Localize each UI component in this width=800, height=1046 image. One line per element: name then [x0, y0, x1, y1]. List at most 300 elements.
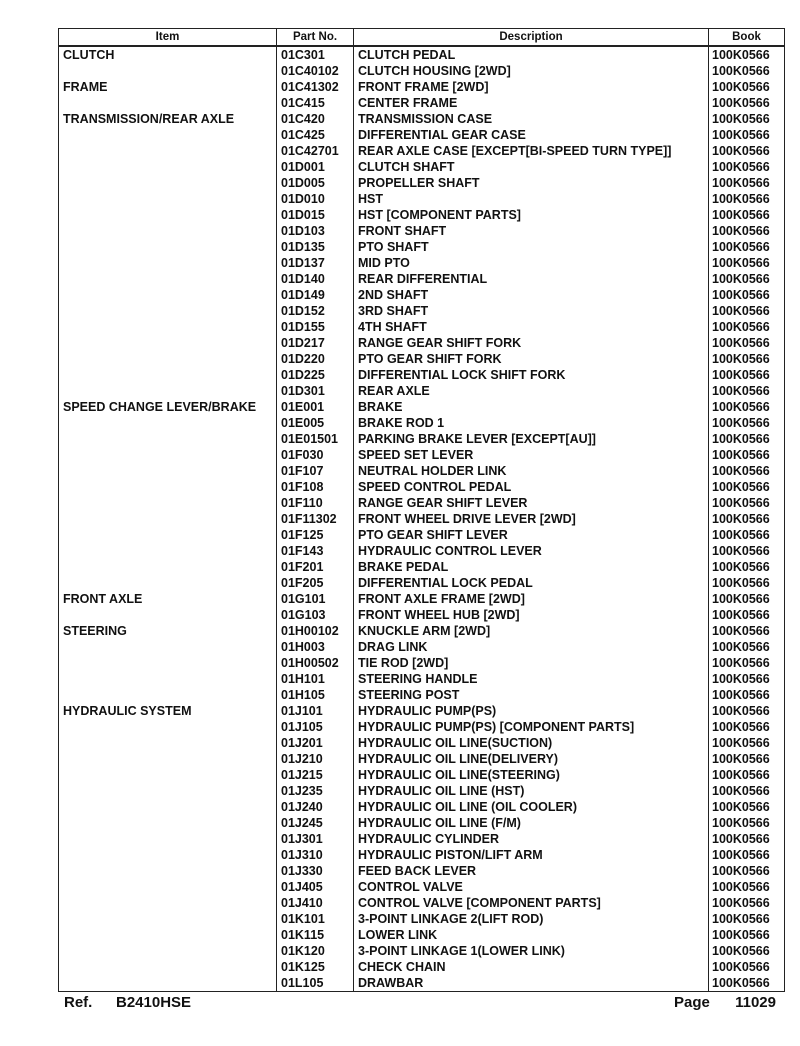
book-cell: 100K0566 — [709, 223, 785, 239]
book-cell: 100K0566 — [709, 175, 785, 191]
item-cell — [59, 319, 277, 335]
book-cell: 100K0566 — [709, 159, 785, 175]
book-cell: 100K0566 — [709, 495, 785, 511]
table-row — [59, 127, 785, 143]
part-no-cell: 01J215 — [277, 767, 354, 783]
part-no-cell: 01E005 — [277, 415, 354, 431]
part-no-cell: 01E01501 — [277, 431, 354, 447]
table-row — [59, 95, 785, 111]
table-row — [59, 655, 785, 671]
item-cell — [59, 447, 277, 463]
item-cell — [59, 799, 277, 815]
description-cell: 3RD SHAFT — [354, 303, 709, 319]
description-cell: MID PTO — [354, 255, 709, 271]
book-cell: 100K0566 — [709, 463, 785, 479]
table-row — [59, 303, 785, 319]
description-cell: CHECK CHAIN — [354, 959, 709, 975]
description-cell: KNUCKLE ARM [2WD] — [354, 623, 709, 639]
table-row — [59, 575, 785, 591]
book-cell: 100K0566 — [709, 319, 785, 335]
item-cell — [59, 783, 277, 799]
table-row — [59, 863, 785, 879]
item-cell — [59, 959, 277, 975]
table-row — [59, 671, 785, 687]
description-cell: HYDRAULIC CYLINDER — [354, 831, 709, 847]
part-no-cell: 01C40102 — [277, 63, 354, 79]
table-row — [59, 911, 785, 927]
book-cell: 100K0566 — [709, 703, 785, 719]
part-no-cell: 01D220 — [277, 351, 354, 367]
item-cell — [59, 879, 277, 895]
description-cell: CONTROL VALVE [COMPONENT PARTS] — [354, 895, 709, 911]
table-row — [59, 463, 785, 479]
table-row — [59, 767, 785, 783]
book-cell: 100K0566 — [709, 207, 785, 223]
book-cell: 100K0566 — [709, 127, 785, 143]
table-row — [59, 383, 785, 399]
book-cell: 100K0566 — [709, 783, 785, 799]
book-cell: 100K0566 — [709, 879, 785, 895]
description-cell: PROPELLER SHAFT — [354, 175, 709, 191]
item-cell — [59, 351, 277, 367]
book-cell: 100K0566 — [709, 927, 785, 943]
table-row — [59, 559, 785, 575]
book-cell: 100K0566 — [709, 527, 785, 543]
part-no-cell: 01C420 — [277, 111, 354, 127]
item-cell — [59, 367, 277, 383]
item-cell — [59, 559, 277, 575]
book-cell: 100K0566 — [709, 975, 785, 992]
book-cell: 100K0566 — [709, 575, 785, 591]
table-row — [59, 879, 785, 895]
description-cell: HST — [354, 191, 709, 207]
description-cell: 3-POINT LINKAGE 1(LOWER LINK) — [354, 943, 709, 959]
table-row — [59, 159, 785, 175]
part-no-cell: 01J210 — [277, 751, 354, 767]
book-cell: 100K0566 — [709, 255, 785, 271]
column-header-book: Book — [709, 29, 785, 47]
part-no-cell: 01F110 — [277, 495, 354, 511]
part-no-cell: 01D137 — [277, 255, 354, 271]
part-no-cell: 01D140 — [277, 271, 354, 287]
table-row — [59, 415, 785, 431]
description-cell: HYDRAULIC OIL LINE (OIL COOLER) — [354, 799, 709, 815]
table-row — [59, 735, 785, 751]
part-no-cell: 01C41302 — [277, 79, 354, 95]
table-row — [59, 751, 785, 767]
item-cell: STEERING — [59, 623, 277, 639]
table-row — [59, 63, 785, 79]
book-cell: 100K0566 — [709, 95, 785, 111]
item-cell — [59, 639, 277, 655]
book-cell: 100K0566 — [709, 271, 785, 287]
book-cell: 100K0566 — [709, 79, 785, 95]
item-cell — [59, 815, 277, 831]
item-cell — [59, 927, 277, 943]
table-row — [59, 175, 785, 191]
item-cell — [59, 735, 277, 751]
part-no-cell: 01H00502 — [277, 655, 354, 671]
book-cell: 100K0566 — [709, 303, 785, 319]
part-no-cell: 01J101 — [277, 703, 354, 719]
table-row — [59, 783, 785, 799]
item-cell — [59, 159, 277, 175]
table-row — [59, 191, 785, 207]
book-cell: 100K0566 — [709, 815, 785, 831]
description-cell: FRONT WHEEL DRIVE LEVER [2WD] — [354, 511, 709, 527]
description-cell: FRONT FRAME [2WD] — [354, 79, 709, 95]
table-row — [59, 623, 785, 639]
part-no-cell: 01K115 — [277, 927, 354, 943]
description-cell: PTO GEAR SHIFT FORK — [354, 351, 709, 367]
item-cell — [59, 63, 277, 79]
book-cell: 100K0566 — [709, 46, 785, 63]
description-cell: STEERING HANDLE — [354, 671, 709, 687]
description-cell: HYDRAULIC OIL LINE(STEERING) — [354, 767, 709, 783]
footer-model: B2410HSE — [116, 994, 192, 1011]
table-row — [59, 239, 785, 255]
item-cell — [59, 143, 277, 159]
book-cell: 100K0566 — [709, 735, 785, 751]
table-row — [59, 719, 785, 735]
description-cell: HYDRAULIC PUMP(PS) — [354, 703, 709, 719]
item-cell — [59, 175, 277, 191]
part-no-cell: 01D301 — [277, 383, 354, 399]
item-cell — [59, 415, 277, 431]
book-cell: 100K0566 — [709, 863, 785, 879]
item-cell — [59, 239, 277, 255]
part-no-cell: 01D217 — [277, 335, 354, 351]
item-cell — [59, 495, 277, 511]
part-no-cell: 01D001 — [277, 159, 354, 175]
book-cell: 100K0566 — [709, 143, 785, 159]
book-cell: 100K0566 — [709, 191, 785, 207]
description-cell: RANGE GEAR SHIFT LEVER — [354, 495, 709, 511]
part-no-cell: 01D015 — [277, 207, 354, 223]
table-row — [59, 815, 785, 831]
description-cell: NEUTRAL HOLDER LINK — [354, 463, 709, 479]
book-cell: 100K0566 — [709, 719, 785, 735]
item-cell — [59, 831, 277, 847]
part-no-cell: 01C301 — [277, 46, 354, 63]
table-row — [59, 431, 785, 447]
table-row — [59, 319, 785, 335]
item-cell — [59, 127, 277, 143]
description-cell: CLUTCH PEDAL — [354, 46, 709, 63]
part-no-cell: 01D155 — [277, 319, 354, 335]
part-no-cell: 01F030 — [277, 447, 354, 463]
table-row — [59, 287, 785, 303]
book-cell: 100K0566 — [709, 543, 785, 559]
book-cell: 100K0566 — [709, 639, 785, 655]
item-cell: CLUTCH — [59, 46, 277, 63]
part-no-cell: 01H101 — [277, 671, 354, 687]
description-cell: PTO GEAR SHIFT LEVER — [354, 527, 709, 543]
footer-page-label: Page — [674, 994, 710, 1011]
description-cell: SPEED CONTROL PEDAL — [354, 479, 709, 495]
description-cell: RANGE GEAR SHIFT FORK — [354, 335, 709, 351]
description-cell: LOWER LINK — [354, 927, 709, 943]
part-no-cell: 01J235 — [277, 783, 354, 799]
table-row — [59, 351, 785, 367]
item-cell: FRAME — [59, 79, 277, 95]
item-cell — [59, 511, 277, 527]
book-cell: 100K0566 — [709, 111, 785, 127]
part-no-cell: 01K101 — [277, 911, 354, 927]
part-no-cell: 01J330 — [277, 863, 354, 879]
item-cell — [59, 335, 277, 351]
table-row — [59, 607, 785, 623]
book-cell: 100K0566 — [709, 447, 785, 463]
item-cell — [59, 719, 277, 735]
book-cell: 100K0566 — [709, 959, 785, 975]
book-cell: 100K0566 — [709, 655, 785, 671]
part-no-cell: 01F107 — [277, 463, 354, 479]
description-cell: DIFFERENTIAL LOCK SHIFT FORK — [354, 367, 709, 383]
part-no-cell: 01D152 — [277, 303, 354, 319]
part-no-cell: 01D135 — [277, 239, 354, 255]
item-cell — [59, 767, 277, 783]
table-row — [59, 831, 785, 847]
description-cell: HYDRAULIC OIL LINE (HST) — [354, 783, 709, 799]
description-cell: HYDRAULIC OIL LINE(DELIVERY) — [354, 751, 709, 767]
description-cell: REAR AXLE — [354, 383, 709, 399]
item-cell — [59, 431, 277, 447]
description-cell: STEERING POST — [354, 687, 709, 703]
table-row — [59, 207, 785, 223]
part-no-cell: 01D010 — [277, 191, 354, 207]
table-row — [59, 975, 785, 992]
book-cell: 100K0566 — [709, 335, 785, 351]
table-row — [59, 479, 785, 495]
description-cell: DRAG LINK — [354, 639, 709, 655]
description-cell: BRAKE — [354, 399, 709, 415]
item-cell — [59, 463, 277, 479]
table-row — [59, 399, 785, 415]
book-cell: 100K0566 — [709, 847, 785, 863]
item-cell — [59, 303, 277, 319]
part-no-cell: 01J105 — [277, 719, 354, 735]
table-row — [59, 367, 785, 383]
part-no-cell: 01E001 — [277, 399, 354, 415]
book-cell: 100K0566 — [709, 367, 785, 383]
part-no-cell: 01D005 — [277, 175, 354, 191]
item-cell — [59, 655, 277, 671]
item-cell — [59, 527, 277, 543]
description-cell: DIFFERENTIAL LOCK PEDAL — [354, 575, 709, 591]
table-row — [59, 591, 785, 607]
book-cell: 100K0566 — [709, 559, 785, 575]
book-cell: 100K0566 — [709, 479, 785, 495]
part-no-cell: 01J405 — [277, 879, 354, 895]
book-cell: 100K0566 — [709, 399, 785, 415]
book-cell: 100K0566 — [709, 239, 785, 255]
parts-index-sheet — [58, 28, 784, 992]
description-cell: HYDRAULIC PUMP(PS) [COMPONENT PARTS] — [354, 719, 709, 735]
part-no-cell: 01D103 — [277, 223, 354, 239]
part-no-cell: 01K125 — [277, 959, 354, 975]
description-cell: TRANSMISSION CASE — [354, 111, 709, 127]
book-cell: 100K0566 — [709, 831, 785, 847]
table-row — [59, 799, 785, 815]
table-row — [59, 847, 785, 863]
description-cell: PARKING BRAKE LEVER [EXCEPT[AU]] — [354, 431, 709, 447]
table-header-row — [59, 29, 785, 47]
table-row — [59, 447, 785, 463]
table-row — [59, 543, 785, 559]
book-cell: 100K0566 — [709, 895, 785, 911]
table-row — [59, 143, 785, 159]
item-cell — [59, 943, 277, 959]
description-cell: 3-POINT LINKAGE 2(LIFT ROD) — [354, 911, 709, 927]
table-row — [59, 927, 785, 943]
part-no-cell: 01J410 — [277, 895, 354, 911]
column-header-description: Description — [354, 29, 709, 47]
book-cell: 100K0566 — [709, 623, 785, 639]
part-no-cell: 01D225 — [277, 367, 354, 383]
book-cell: 100K0566 — [709, 415, 785, 431]
book-cell: 100K0566 — [709, 591, 785, 607]
book-cell: 100K0566 — [709, 751, 785, 767]
item-cell — [59, 863, 277, 879]
part-no-cell: 01F205 — [277, 575, 354, 591]
item-cell — [59, 671, 277, 687]
part-no-cell: 01C425 — [277, 127, 354, 143]
item-cell — [59, 95, 277, 111]
part-no-cell: 01H00102 — [277, 623, 354, 639]
item-cell — [59, 895, 277, 911]
description-cell: DIFFERENTIAL GEAR CASE — [354, 127, 709, 143]
table-row — [59, 943, 785, 959]
item-cell — [59, 847, 277, 863]
book-cell: 100K0566 — [709, 351, 785, 367]
item-cell — [59, 255, 277, 271]
book-cell: 100K0566 — [709, 943, 785, 959]
description-cell: HYDRAULIC OIL LINE(SUCTION) — [354, 735, 709, 751]
item-cell: SPEED CHANGE LEVER/BRAKE — [59, 399, 277, 415]
table-row — [59, 703, 785, 719]
book-cell: 100K0566 — [709, 511, 785, 527]
part-no-cell: 01J301 — [277, 831, 354, 847]
description-cell: FRONT AXLE FRAME [2WD] — [354, 591, 709, 607]
item-cell — [59, 607, 277, 623]
column-header-part-no: Part No. — [277, 29, 354, 47]
book-cell: 100K0566 — [709, 671, 785, 687]
book-cell: 100K0566 — [709, 687, 785, 703]
part-no-cell: 01H105 — [277, 687, 354, 703]
description-cell: CENTER FRAME — [354, 95, 709, 111]
book-cell: 100K0566 — [709, 607, 785, 623]
table-row — [59, 687, 785, 703]
item-cell — [59, 543, 277, 559]
item-cell — [59, 191, 277, 207]
table-row — [59, 959, 785, 975]
item-cell: TRANSMISSION/REAR AXLE — [59, 111, 277, 127]
item-cell: FRONT AXLE — [59, 591, 277, 607]
part-no-cell: 01G103 — [277, 607, 354, 623]
part-no-cell: 01C415 — [277, 95, 354, 111]
part-no-cell: 01F143 — [277, 543, 354, 559]
part-no-cell: 01J310 — [277, 847, 354, 863]
table-row — [59, 639, 785, 655]
part-no-cell: 01L105 — [277, 975, 354, 992]
table-row — [59, 271, 785, 287]
description-cell: HYDRAULIC CONTROL LEVER — [354, 543, 709, 559]
description-cell: FEED BACK LEVER — [354, 863, 709, 879]
part-no-cell: 01G101 — [277, 591, 354, 607]
book-cell: 100K0566 — [709, 383, 785, 399]
part-no-cell: 01J201 — [277, 735, 354, 751]
item-cell — [59, 287, 277, 303]
item-cell — [59, 575, 277, 591]
table-row — [59, 46, 785, 63]
part-no-cell: 01D149 — [277, 287, 354, 303]
table-row — [59, 111, 785, 127]
part-no-cell: 01J245 — [277, 815, 354, 831]
item-cell — [59, 911, 277, 927]
description-cell: FRONT WHEEL HUB [2WD] — [354, 607, 709, 623]
part-no-cell: 01C42701 — [277, 143, 354, 159]
description-cell: CLUTCH HOUSING [2WD] — [354, 63, 709, 79]
item-cell — [59, 223, 277, 239]
item-cell — [59, 479, 277, 495]
part-no-cell: 01F201 — [277, 559, 354, 575]
part-no-cell: 01H003 — [277, 639, 354, 655]
book-cell: 100K0566 — [709, 911, 785, 927]
item-cell: HYDRAULIC SYSTEM — [59, 703, 277, 719]
table-row — [59, 79, 785, 95]
table-row — [59, 895, 785, 911]
column-header-item: Item — [59, 29, 277, 47]
part-no-cell: 01F11302 — [277, 511, 354, 527]
parts-index-table — [58, 28, 785, 992]
item-cell — [59, 975, 277, 992]
description-cell: DRAWBAR — [354, 975, 709, 992]
description-cell: HST [COMPONENT PARTS] — [354, 207, 709, 223]
description-cell: 2ND SHAFT — [354, 287, 709, 303]
description-cell: HYDRAULIC OIL LINE (F/M) — [354, 815, 709, 831]
part-no-cell: 01F108 — [277, 479, 354, 495]
book-cell: 100K0566 — [709, 431, 785, 447]
item-cell — [59, 751, 277, 767]
table-row — [59, 223, 785, 239]
item-cell — [59, 207, 277, 223]
table-row — [59, 335, 785, 351]
book-cell: 100K0566 — [709, 63, 785, 79]
table-row — [59, 511, 785, 527]
description-cell: PTO SHAFT — [354, 239, 709, 255]
description-cell: TIE ROD [2WD] — [354, 655, 709, 671]
description-cell: 4TH SHAFT — [354, 319, 709, 335]
book-cell: 100K0566 — [709, 767, 785, 783]
description-cell: REAR DIFFERENTIAL — [354, 271, 709, 287]
description-cell: BRAKE PEDAL — [354, 559, 709, 575]
item-cell — [59, 271, 277, 287]
item-cell — [59, 383, 277, 399]
description-cell: CLUTCH SHAFT — [354, 159, 709, 175]
description-cell: REAR AXLE CASE [EXCEPT[BI-SPEED TURN TYPE]] — [354, 143, 709, 159]
table-row — [59, 495, 785, 511]
item-cell — [59, 687, 277, 703]
description-cell: CONTROL VALVE — [354, 879, 709, 895]
footer-page-number: 11029 — [735, 994, 776, 1011]
part-no-cell: 01F125 — [277, 527, 354, 543]
part-no-cell: 01J240 — [277, 799, 354, 815]
book-cell: 100K0566 — [709, 287, 785, 303]
description-cell: SPEED SET LEVER — [354, 447, 709, 463]
description-cell: FRONT SHAFT — [354, 223, 709, 239]
table-row — [59, 527, 785, 543]
